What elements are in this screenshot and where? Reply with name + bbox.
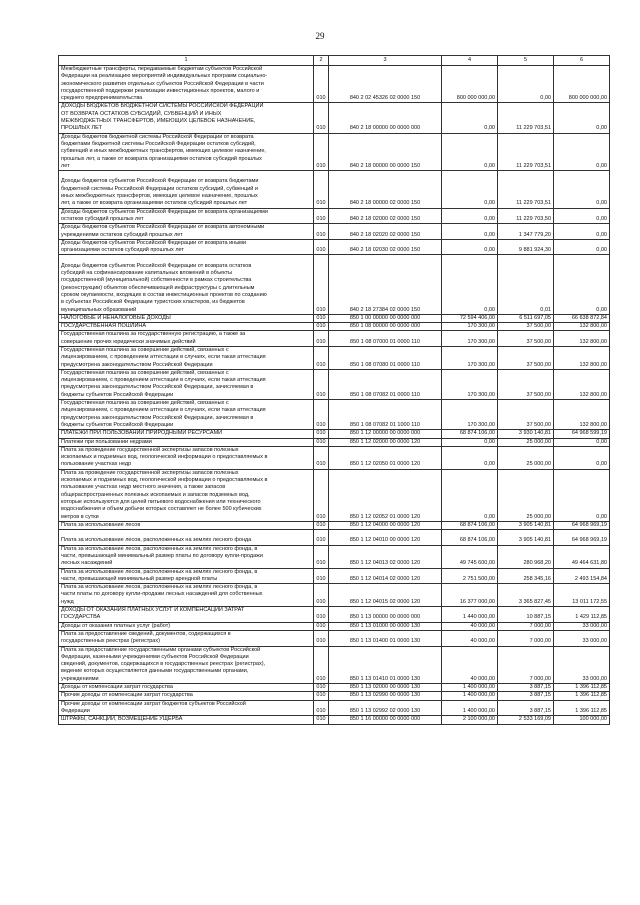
- executed-cell: 25 000,00: [498, 438, 554, 446]
- line-code-cell: 010: [314, 323, 329, 331]
- table-row: [59, 255, 610, 314]
- line-code-cell: 010: [314, 545, 329, 568]
- row-name-cell: Плата за предоставление государственными органами субъектов Российской Федерации, казенными учреждениями субъектов Российской Федерации сведений, документов, содержащихся в государственных реестрах (регистрах), ведение которых осуществляется данными государственными органами, учреждениями: [59, 646, 314, 683]
- row-name-cell: Доходы бюджетов субъектов Российской Федерации от возврата остатков субсидий на софинансирование капитальных вложений в объекты государственной (муниципальной) собственности в рамках строительства (реконструкции) объектов обеспечивающей инфраструктуры с длительным сроком окупаемости, входящих в состав инвестиционных проектов по созданию в субъектах Российской Федерации туристских кластеров, из бюджетов муниципальных образований: [59, 255, 314, 314]
- row-name-cell: Плата за проведение государственной экспертизы запасов полезных ископаемых и подземных вод, геологической информации о предоставляемых в пользование участках недр местного значения, а также запасов общераспространенных полезных ископаемых и запасов подземных вод, которые используются для целей питьевого водоснабжения или технического водоснабжения и объем добычи которых составляет не более 500 кубических метров в сутки: [59, 469, 314, 521]
- approved-plan-cell: 40 000,00: [442, 630, 498, 646]
- budget-code-cell: 850 1 13 00000 00 0000 000: [329, 607, 442, 623]
- budget-code-cell: 850 1 12 04010 00 0000 120: [329, 530, 442, 546]
- table-row: [59, 521, 610, 529]
- executed-cell: 6 511 697,05: [498, 314, 554, 322]
- row-name-cell: Плата за использование лесов, расположенных на землях лесного фонда, в части, превышающей минимальный размер арендной платы: [59, 568, 314, 584]
- table-row: [59, 438, 610, 446]
- approved-plan-cell: 170 300,00: [442, 331, 498, 347]
- row-name-cell: Государственная пошлина за совершение действий, связанных с лицензированием, с проведением аттестации в случаях, если такая аттестация предусмотрена законодательством Российской Федерации, зачисляемая в бюджеты субъектов Российской Федерации: [59, 400, 314, 430]
- approved-plan-cell: 170 300,00: [442, 400, 498, 430]
- executed-cell: 2 533 169,09: [498, 716, 554, 724]
- column-header: 5: [498, 56, 554, 66]
- budget-code-cell: 850 1 16 00000 00 0000 000: [329, 716, 442, 724]
- table-row: [59, 239, 610, 255]
- unexecuted-cell: 100 000,00: [554, 716, 610, 724]
- executed-cell: 3 905 140,81: [498, 521, 554, 529]
- unexecuted-cell: 800 000 000,00: [554, 66, 610, 103]
- row-name-cell: Государственная пошлина за совершение действий, связанных с лицензированием, с проведением аттестации в случаях, если такая аттестация предусмотрена законодательством Российской Федерации, зачисляемая в бюджеты субъектов Российской Федерации: [59, 369, 314, 399]
- line-code-cell: 010: [314, 530, 329, 546]
- table-row: [59, 530, 610, 546]
- unexecuted-cell: 64 968 969,19: [554, 530, 610, 546]
- line-code-cell: 010: [314, 700, 329, 716]
- executed-cell: 0,01: [498, 255, 554, 314]
- executed-cell: 3 887,15: [498, 692, 554, 700]
- line-code-cell: 010: [314, 568, 329, 584]
- table-row: [59, 430, 610, 438]
- executed-cell: 7 000,00: [498, 622, 554, 630]
- line-code-cell: 010: [314, 346, 329, 369]
- row-name-cell: Доходы от оказания платных услуг (работ): [59, 622, 314, 630]
- executed-cell: 37 500,00: [498, 369, 554, 399]
- row-name-cell: ШТРАФЫ, САНКЦИИ, ВОЗМЕЩЕНИЕ УЩЕРБА: [59, 716, 314, 724]
- executed-cell: 9 881 924,30: [498, 239, 554, 255]
- unexecuted-cell: 49 464 631,80: [554, 545, 610, 568]
- table-row: [59, 545, 610, 568]
- approved-plan-cell: 68 874 106,00: [442, 530, 498, 546]
- approved-plan-cell: 0,00: [442, 438, 498, 446]
- row-name-cell: Прочие доходы от компенсации затрат бюджетов субъектов Российской Федерации: [59, 700, 314, 716]
- executed-cell: 7 000,00: [498, 630, 554, 646]
- budget-code-cell: 850 1 12 04015 02 0000 120: [329, 584, 442, 607]
- unexecuted-cell: 33 000,00: [554, 622, 610, 630]
- executed-cell: 37 500,00: [498, 331, 554, 347]
- row-name-cell: Доходы бюджетов субъектов Российской Федерации от возврата бюджетами бюджетной системы Российской Федерации остатков субсидий, субвенций и иных межбюджетных трансфертов, имеющих целевое назначение, прошлых лет, а также от возврата организациями остатков субсидий прошлых лет: [59, 171, 314, 208]
- table-row: [59, 369, 610, 399]
- row-name-cell: Плата за использование лесов: [59, 521, 314, 529]
- executed-cell: 25 000,00: [498, 446, 554, 469]
- table-row: [59, 103, 610, 133]
- unexecuted-cell: 1 396 112,85: [554, 700, 610, 716]
- line-code-cell: 010: [314, 171, 329, 208]
- approved-plan-cell: 1 440 000,00: [442, 607, 498, 623]
- budget-code-cell: 850 1 13 01400 01 0000 130: [329, 630, 442, 646]
- budget-code-cell: 850 1 13 01000 00 0000 130: [329, 622, 442, 630]
- budget-code-cell: 850 1 12 02050 01 0000 120: [329, 446, 442, 469]
- budget-code-cell: 840 2 18 02020 02 0000 150: [329, 224, 442, 240]
- row-name-cell: Межбюджетные трансферты, передаваемые бюджетам субъектов Российской Федерации на реализацию мероприятий индивидуальных программ социально- экономического развития отдельных субъектов Российской Федерации в части государственной поддержки реализации инвестиционных проектов, малого и среднего предпринимательства: [59, 66, 314, 103]
- budget-code-cell: 840 2 18 00000 00 0000 000: [329, 103, 442, 133]
- line-code-cell: 010: [314, 521, 329, 529]
- row-name-cell: Доходы от компенсации затрат государства: [59, 684, 314, 692]
- budget-code-cell: 850 1 12 00000 00 0000 000: [329, 430, 442, 438]
- unexecuted-cell: 0,00: [554, 469, 610, 521]
- approved-plan-cell: 0,00: [442, 133, 498, 170]
- line-code-cell: 010: [314, 66, 329, 103]
- executed-cell: 37 500,00: [498, 323, 554, 331]
- budget-code-cell: 840 2 02 45326 02 0000 150: [329, 66, 442, 103]
- unexecuted-cell: 2 493 154,84: [554, 568, 610, 584]
- approved-plan-cell: 1 400 000,00: [442, 700, 498, 716]
- row-name-cell: НАЛОГОВЫЕ И НЕНАЛОГОВЫЕ ДОХОДЫ: [59, 314, 314, 322]
- row-name-cell: Государственная пошлина за государственную регистрацию, а также за совершение прочих юридически значимых действий: [59, 331, 314, 347]
- line-code-cell: 010: [314, 630, 329, 646]
- line-code-cell: 010: [314, 400, 329, 430]
- row-name-cell: ГОСУДАРСТВЕННАЯ ПОШЛИНА: [59, 323, 314, 331]
- table-row: [59, 400, 610, 430]
- approved-plan-cell: 0,00: [442, 255, 498, 314]
- budget-code-cell: 850 1 12 02052 01 0000 120: [329, 469, 442, 521]
- budget-code-cell: 850 1 08 07082 01 0000 110: [329, 369, 442, 399]
- budget-code-cell: 840 2 18 02000 02 0000 150: [329, 208, 442, 224]
- unexecuted-cell: 132 800,00: [554, 369, 610, 399]
- unexecuted-cell: 132 800,00: [554, 400, 610, 430]
- approved-plan-cell: 170 300,00: [442, 346, 498, 369]
- line-code-cell: 010: [314, 314, 329, 322]
- approved-plan-cell: 16 377 000,00: [442, 584, 498, 607]
- executed-cell: 3 930 140,81: [498, 430, 554, 438]
- budget-code-cell: 850 1 08 07080 01 0000 110: [329, 346, 442, 369]
- unexecuted-cell: 132 800,00: [554, 323, 610, 331]
- unexecuted-cell: 0,00: [554, 438, 610, 446]
- unexecuted-cell: 132 800,00: [554, 331, 610, 347]
- executed-cell: 258 345,16: [498, 568, 554, 584]
- approved-plan-cell: 0,00: [442, 224, 498, 240]
- page-number: 29: [315, 31, 325, 41]
- budget-code-cell: 840 2 18 27384 02 0000 150: [329, 255, 442, 314]
- unexecuted-cell: 0,00: [554, 239, 610, 255]
- approved-plan-cell: 72 594 406,00: [442, 314, 498, 322]
- unexecuted-cell: 1 429 112,85: [554, 607, 610, 623]
- unexecuted-cell: 0,00: [554, 224, 610, 240]
- budget-code-cell: 850 1 08 00000 00 0000 000: [329, 323, 442, 331]
- table-row: [59, 224, 610, 240]
- line-code-cell: 010: [314, 716, 329, 724]
- table-row: [59, 314, 610, 322]
- executed-cell: 0,00: [498, 66, 554, 103]
- table-row: [59, 622, 610, 630]
- table-row: [59, 133, 610, 170]
- approved-plan-cell: 40 000,00: [442, 646, 498, 683]
- unexecuted-cell: 0,00: [554, 171, 610, 208]
- budget-code-cell: 850 1 13 02992 02 0000 130: [329, 700, 442, 716]
- approved-plan-cell: 0,00: [442, 239, 498, 255]
- approved-plan-cell: 0,00: [442, 446, 498, 469]
- unexecuted-cell: 66 638 872,84: [554, 314, 610, 322]
- line-code-cell: 010: [314, 208, 329, 224]
- budget-code-cell: 850 1 08 07082 01 1000 110: [329, 400, 442, 430]
- approved-plan-cell: 2 751 500,00: [442, 568, 498, 584]
- budget-code-cell: 850 1 12 02000 00 0000 120: [329, 438, 442, 446]
- executed-cell: 3 905 140,81: [498, 530, 554, 546]
- unexecuted-cell: 33 000,00: [554, 646, 610, 683]
- table-row: [59, 171, 610, 208]
- approved-plan-cell: 2 100 000,00: [442, 716, 498, 724]
- column-header: 4: [442, 56, 498, 66]
- approved-plan-cell: 800 000 000,00: [442, 66, 498, 103]
- executed-cell: 11 229 703,51: [498, 103, 554, 133]
- line-code-cell: 010: [314, 103, 329, 133]
- row-name-cell: ДОХОДЫ ОТ ОКАЗАНИЯ ПЛАТНЫХ УСЛУГ И КОМПЕНСАЦИИ ЗАТРАТ ГОСУДАРСТВА: [59, 607, 314, 623]
- row-name-cell: Плата за проведение государственной экспертизы запасов полезных ископаемых и подземных вод, геологической информации о предоставляемых в пользование участках недр: [59, 446, 314, 469]
- row-name-cell: Доходы бюджетов бюджетной системы Российской Федерации от возврата бюджетами бюджетной системы Российской Федерации остатков субсидий, субвенций и иных межбюджетных трансфертов, имеющих целевое назначение, прошлых лет, а также от возврата организациями остатков субсидий прошлых лет: [59, 133, 314, 170]
- table-row: [59, 346, 610, 369]
- budget-code-cell: 850 1 13 01410 01 0000 130: [329, 646, 442, 683]
- row-name-cell: Доходы бюджетов субъектов Российской Федерации от возврата организациями остатков субсидий прошлых лет: [59, 208, 314, 224]
- budget-code-cell: 850 1 12 04000 00 0000 120: [329, 521, 442, 529]
- table-row: [59, 323, 610, 331]
- table-row: [59, 469, 610, 521]
- revenue-report-table: [58, 55, 610, 725]
- line-code-cell: 010: [314, 331, 329, 347]
- table-row: [59, 630, 610, 646]
- unexecuted-cell: 64 968 599,19: [554, 430, 610, 438]
- unexecuted-cell: 1 396 112,85: [554, 684, 610, 692]
- unexecuted-cell: 64 968 969,19: [554, 521, 610, 529]
- approved-plan-cell: 68 874 106,00: [442, 521, 498, 529]
- approved-plan-cell: 49 745 600,00: [442, 545, 498, 568]
- line-code-cell: 010: [314, 369, 329, 399]
- column-header: 3: [329, 56, 442, 66]
- budget-code-cell: 840 2 18 02030 02 0000 150: [329, 239, 442, 255]
- approved-plan-cell: 0,00: [442, 469, 498, 521]
- table-row: [59, 66, 610, 103]
- row-name-cell: Плата за предоставление сведений, документов, содержащихся в государственных реестрах (регистрах): [59, 630, 314, 646]
- line-code-cell: 010: [314, 646, 329, 683]
- budget-code-cell: 850 1 13 02000 00 0000 130: [329, 684, 442, 692]
- executed-cell: 3 365 827,45: [498, 584, 554, 607]
- row-name-cell: ПЛАТЕЖИ ПРИ ПОЛЬЗОВАНИИ ПРИРОДНЫМИ РЕСУРСАМИ: [59, 430, 314, 438]
- row-name-cell: Прочие доходы от компенсации затрат государства: [59, 692, 314, 700]
- row-name-cell: Плата за использование лесов, расположенных на землях лесного фонда, в части платы по договору купли-продажи лесных насаждений для собственных нужд: [59, 584, 314, 607]
- table-row: [59, 646, 610, 683]
- executed-cell: 11 229 703,51: [498, 171, 554, 208]
- budget-code-cell: 850 1 08 07000 01 0000 110: [329, 331, 442, 347]
- line-code-cell: 010: [314, 469, 329, 521]
- budget-code-cell: 850 1 13 02990 00 0000 130: [329, 692, 442, 700]
- row-name-cell: ДОХОДЫ БЮДЖЕТОВ БЮДЖЕТНОЙ СИСТЕМЫ РОССИЙСКОЙ ФЕДЕРАЦИИ ОТ ВОЗВРАТА ОСТАТКОВ СУБСИДИЙ, СУБВЕНЦИЙ И ИНЫХ МЕЖБЮДЖЕТНЫХ ТРАНСФЕРТОВ, ИМЕЮЩИХ ЦЕЛЕВОЕ НАЗНАЧЕНИЕ, ПРОШЛЫХ ЛЕТ: [59, 103, 314, 133]
- budget-code-cell: 850 1 12 04013 02 0000 120: [329, 545, 442, 568]
- row-name-cell: Платежи при пользовании недрами: [59, 438, 314, 446]
- line-code-cell: 010: [314, 224, 329, 240]
- unexecuted-cell: 33 000,00: [554, 630, 610, 646]
- column-header: 2: [314, 56, 329, 66]
- row-name-cell: Плата за использование лесов, расположенных на землях лесного фонда, в части, превышающей минимальный размер платы по договору купли-продажи лесных насаждений: [59, 545, 314, 568]
- executed-cell: 37 500,00: [498, 400, 554, 430]
- approved-plan-cell: 40 000,00: [442, 622, 498, 630]
- unexecuted-cell: 13 011 172,55: [554, 584, 610, 607]
- executed-cell: 25 000,00: [498, 469, 554, 521]
- line-code-cell: 010: [314, 255, 329, 314]
- table-row: [59, 446, 610, 469]
- executed-cell: 11 229 703,51: [498, 133, 554, 170]
- table-row: [59, 684, 610, 692]
- budget-code-cell: 850 1 00 00000 00 0000 000: [329, 314, 442, 322]
- approved-plan-cell: 68 874 106,00: [442, 430, 498, 438]
- approved-plan-cell: 170 300,00: [442, 323, 498, 331]
- executed-cell: 280 968,20: [498, 545, 554, 568]
- table-row: [59, 331, 610, 347]
- unexecuted-cell: 0,00: [554, 103, 610, 133]
- row-name-cell: Доходы бюджетов субъектов Российской Федерации от возврата автономными учреждениями остатков субсидий прошлых лет: [59, 224, 314, 240]
- line-code-cell: 010: [314, 622, 329, 630]
- table-row: [59, 584, 610, 607]
- line-code-cell: 010: [314, 692, 329, 700]
- budget-code-cell: 850 1 12 04014 02 0000 120: [329, 568, 442, 584]
- approved-plan-cell: 0,00: [442, 171, 498, 208]
- approved-plan-cell: 0,00: [442, 208, 498, 224]
- line-code-cell: 010: [314, 239, 329, 255]
- table-row: [59, 568, 610, 584]
- line-code-cell: 010: [314, 684, 329, 692]
- unexecuted-cell: 0,00: [554, 446, 610, 469]
- executed-cell: 1 347 779,20: [498, 224, 554, 240]
- line-code-cell: 010: [314, 584, 329, 607]
- executed-cell: 7 000,00: [498, 646, 554, 683]
- approved-plan-cell: 1 400 000,00: [442, 692, 498, 700]
- unexecuted-cell: 0,00: [554, 255, 610, 314]
- unexecuted-cell: 1 396 112,85: [554, 692, 610, 700]
- line-code-cell: 010: [314, 430, 329, 438]
- executed-cell: 10 887,15: [498, 607, 554, 623]
- executed-cell: 3 887,15: [498, 684, 554, 692]
- table-header-row: [59, 56, 610, 66]
- line-code-cell: 010: [314, 133, 329, 170]
- approved-plan-cell: 1 400 000,00: [442, 684, 498, 692]
- line-code-cell: 010: [314, 438, 329, 446]
- line-code-cell: 010: [314, 446, 329, 469]
- row-name-cell: Плата за использование лесов, расположенных на землях лесного фонда: [59, 530, 314, 546]
- line-code-cell: 010: [314, 607, 329, 623]
- table-row: [59, 692, 610, 700]
- budget-code-cell: 840 2 18 00000 02 0000 150: [329, 171, 442, 208]
- column-header: 1: [59, 56, 314, 66]
- row-name-cell: Доходы бюджетов субъектов Российской Федерации от возврата иными организациями остатков субсидий прошлых лет: [59, 239, 314, 255]
- table-row: [59, 607, 610, 623]
- executed-cell: 11 229 703,50: [498, 208, 554, 224]
- budget-code-cell: 840 2 18 00000 00 0000 150: [329, 133, 442, 170]
- column-header: 6: [554, 56, 610, 66]
- unexecuted-cell: 0,00: [554, 208, 610, 224]
- unexecuted-cell: 132 800,00: [554, 346, 610, 369]
- unexecuted-cell: 0,00: [554, 133, 610, 170]
- row-name-cell: Государственная пошлина за совершение действий, связанных с лицензированием, с проведением аттестации в случаях, если такая аттестация предусмотрена законодательством Российской Федерации: [59, 346, 314, 369]
- table-row: [59, 208, 610, 224]
- table-row: [59, 716, 610, 724]
- table-row: [59, 700, 610, 716]
- approved-plan-cell: 170 300,00: [442, 369, 498, 399]
- executed-cell: 3 887,15: [498, 700, 554, 716]
- executed-cell: 37 500,00: [498, 346, 554, 369]
- approved-plan-cell: 0,00: [442, 103, 498, 133]
